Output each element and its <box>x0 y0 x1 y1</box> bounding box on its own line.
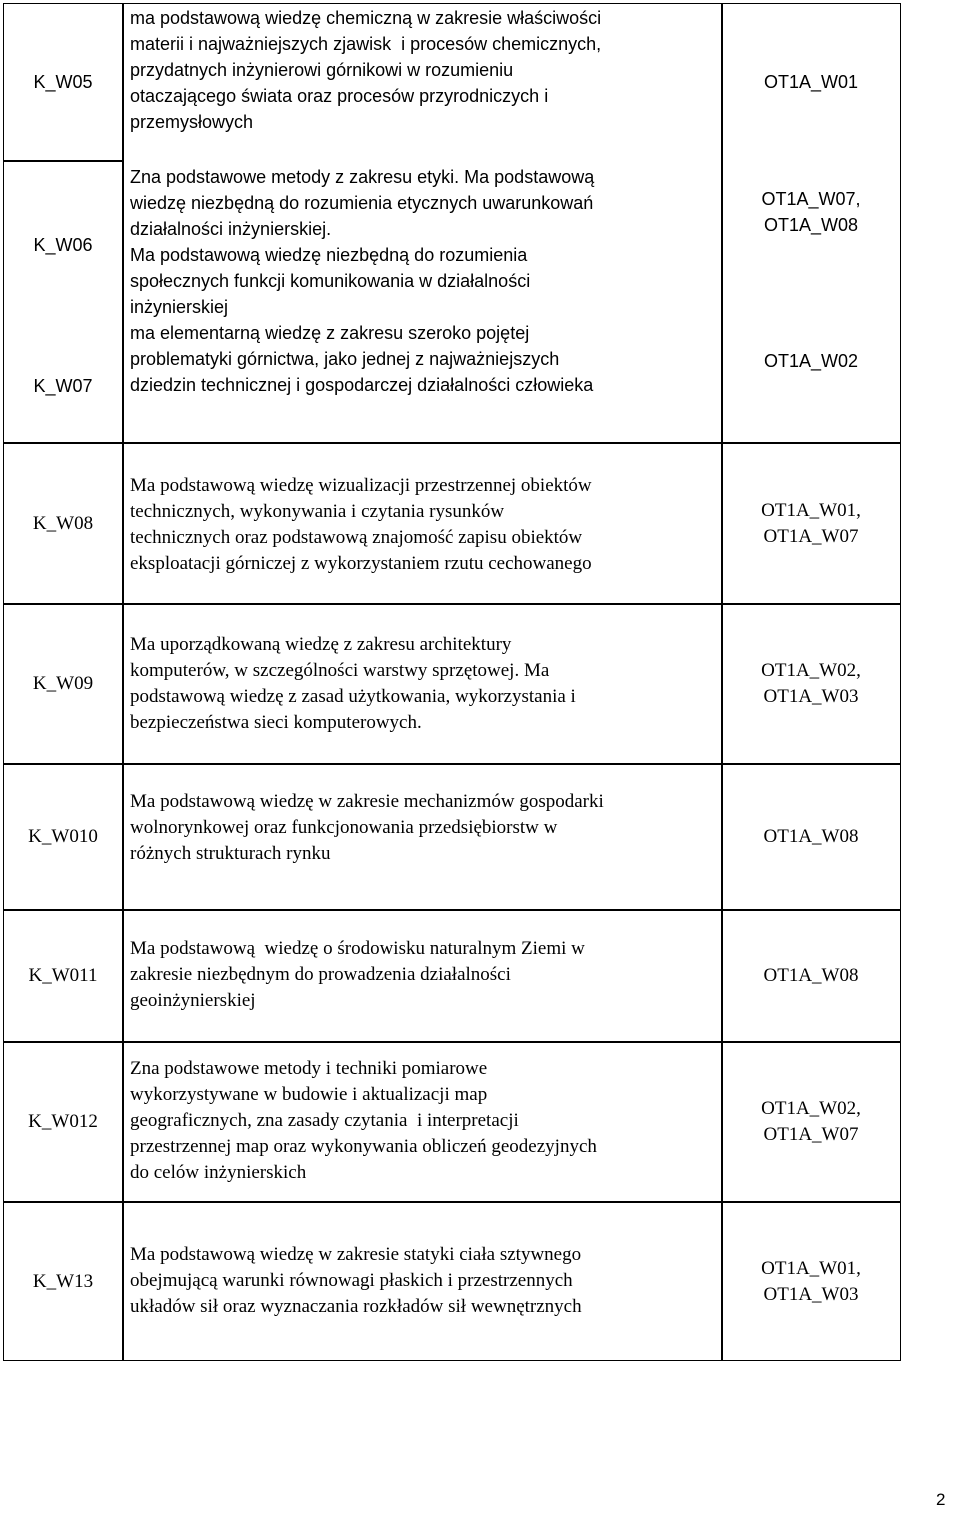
description-line: wolnorynkowej oraz funkcjonowania przedsiębiorstw w <box>130 817 558 838</box>
description-line: Ma podstawową wiedzę o środowisku naturalnym Ziemi w <box>130 938 585 959</box>
description-line: wiedzę niezbędną do rozumienia etycznych uwarunkowań <box>130 193 594 213</box>
description-line: Ma podstawową wiedzę wizualizacji przestrzennej obiektów <box>130 475 592 496</box>
outcome-code: K_W05 <box>33 72 93 92</box>
description-line: materii i najważniejszych zjawisk i procesów chemicznych, <box>130 34 602 54</box>
outcome-code: K_W08 <box>32 512 94 534</box>
description-line: geoinżynierskiej <box>130 990 256 1011</box>
description-line: ma elementarną wiedzę z zakresu szeroko pojętej <box>130 323 530 343</box>
outcome-code: K_W010 <box>28 826 98 847</box>
reference-code: OT1A_W01, OT1A_W03 <box>761 1257 861 1305</box>
description-line: układów sił oraz wyznaczania rozkładów sił wewnętrznych <box>130 1296 582 1317</box>
description-line: Ma podstawową wiedzę w zakresie mechanizmów gospodarki <box>130 791 604 812</box>
description-line: do celów inżynierskich <box>130 1162 307 1183</box>
description-line: przydatnych inżynierowi górnikowi w rozumieniu <box>130 60 514 80</box>
description-line: ma podstawową wiedzę chemiczną w zakresie właściwości <box>130 8 602 28</box>
outcome-description <box>123 789 721 867</box>
description-line: różnych strukturach rynku <box>130 843 331 864</box>
reference-code: OT1A_W07, OT1A_W08 <box>761 189 861 235</box>
outcome-description <box>123 320 721 398</box>
outcome-code: K_W012 <box>28 1111 98 1132</box>
description-line: podstawową wiedzę z zasad użytkowania, wykorzystania i <box>130 686 576 707</box>
page-number: 2 <box>936 1490 946 1509</box>
description-line: wykorzystywane w budowie i aktualizacji map <box>130 1084 488 1105</box>
outcome-code: K_W07 <box>33 376 93 396</box>
description-line: geograficznych, zna zasady czytania i interpretacji <box>130 1110 519 1131</box>
description-line: Zna podstawowe metody i techniki pomiarowe <box>130 1058 488 1079</box>
description-line: przemysłowych <box>130 112 254 132</box>
outcome-code: K_W13 <box>32 1270 94 1292</box>
description-line: problematyki górnictwa, jako jednej z najważniejszych <box>130 349 560 369</box>
outcome-description <box>123 1056 721 1186</box>
description-line: dziedzin technicznej i gospodarczej działalności człowieka <box>130 375 594 395</box>
reference-code: OT1A_W02, OT1A_W07 <box>761 1098 861 1145</box>
description-line: bezpieczeństwa sieci komputerowych. <box>130 712 422 733</box>
outcome-code: K_W09 <box>32 673 94 694</box>
reference-code: OT1A_W02 <box>763 351 859 371</box>
outcome-code: K_W011 <box>28 965 98 986</box>
description-line: społecznych funkcji komunikowania w działalności <box>130 271 531 291</box>
reference-code: OT1A_W01 <box>763 72 859 92</box>
outcome-description <box>123 164 721 320</box>
description-line: eksploatacji górniczej z wykorzystaniem rzutu cechowanego <box>130 553 592 574</box>
description-line: otaczającego świata oraz procesów przyrodniczych i <box>130 86 549 106</box>
description-line: Ma podstawową wiedzę w zakresie statyki ciała sztywnego <box>130 1244 582 1265</box>
outcome-description <box>123 5 721 135</box>
outcome-description <box>123 1242 721 1320</box>
description-line: obejmującą warunki równowagi płaskich i przestrzennych <box>130 1270 573 1291</box>
description-line: zakresie niezbędnym do prowadzenia działalności <box>130 964 511 985</box>
description-line: przestrzennej map oraz wykonywania obliczeń geodezyjnych <box>130 1136 597 1157</box>
outcome-description <box>123 473 721 577</box>
reference-code: OT1A_W01, OT1A_W07 <box>761 499 861 547</box>
outcome-description <box>123 632 721 736</box>
outcome-description <box>123 936 721 1014</box>
description-line: komputerów, w szczególności warstwy sprzętowej. Ma <box>130 660 550 681</box>
description-line: Zna podstawowe metody z zakresu etyki. Ma podstawową <box>130 167 595 187</box>
reference-code: OT1A_W08 <box>763 965 859 986</box>
description-line: Ma uporządkowaną wiedzę z zakresu architektury <box>130 634 512 655</box>
description-line: technicznych, wykonywania i czytania rysunków <box>130 501 505 522</box>
reference-code: OT1A_W02, OT1A_W03 <box>761 660 861 707</box>
description-line: technicznych oraz podstawową znajomość zapisu obiektów <box>130 527 583 548</box>
outcome-code: K_W06 <box>33 234 93 255</box>
reference-code: OT1A_W08 <box>763 826 859 847</box>
description-line: działalności inżynierskiej. <box>130 219 332 239</box>
description-line: Ma podstawową wiedzę niezbędną do rozumienia <box>130 245 528 265</box>
description-line: inżynierskiej <box>130 297 229 317</box>
